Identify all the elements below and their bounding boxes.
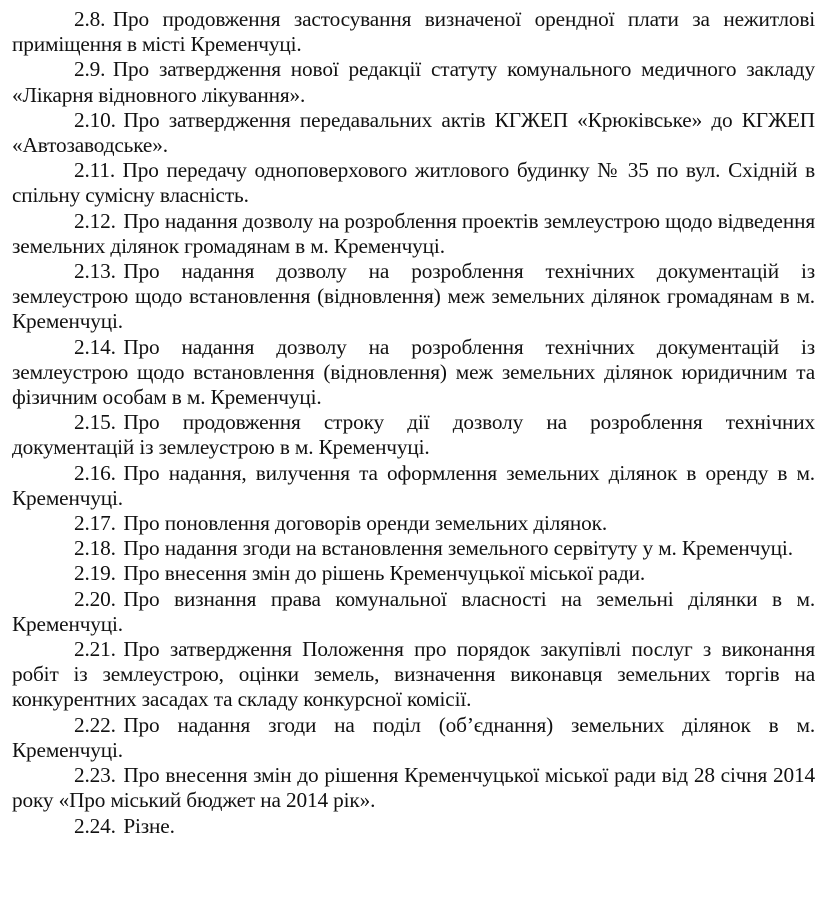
- item-number: 2.20.: [74, 586, 116, 611]
- item-text: Про затвердження передавальних актів КГЖЕП «Крюківське» до КГЖЕП «Автозаводське».: [12, 107, 815, 158]
- agenda-item-2-9: [12, 57, 815, 107]
- agenda-document: [12, 7, 815, 839]
- agenda-item-2-10: [12, 108, 815, 158]
- agenda-item-2-15: [12, 410, 815, 460]
- item-text: Про надання дозволу на розроблення технічних документацій із землеустрою щодо встановлення (відновлення) меж земельних ділянок громадянам в м. Кременчуці.: [12, 259, 815, 334]
- agenda-item-2-19: [12, 561, 815, 586]
- agenda-item-2-17: [12, 511, 815, 536]
- item-number: 2.8.: [74, 7, 106, 31]
- item-number: 2.16.: [74, 460, 116, 485]
- item-number: 2.23.: [74, 763, 116, 788]
- item-text: Про надання дозволу на розроблення проектів землеустрою щодо відведення земельних ділянок громадянам в м. Кременчуці.: [12, 208, 815, 258]
- item-number: 2.24.: [74, 813, 116, 838]
- item-text: Про внесення змін до рішення Кременчуцької міської ради від 28 січня 2014 року «Про міський бюджет на 2014 рік».: [12, 763, 815, 813]
- agenda-item-2-16: [12, 461, 815, 511]
- agenda-item-2-23: [12, 763, 815, 813]
- agenda-item-2-13: [12, 259, 815, 335]
- agenda-item-2-22: [12, 713, 815, 763]
- item-text: Про визнання права комунальної власності на земельні ділянки в м. Кременчуці.: [12, 586, 815, 636]
- item-text: Про надання згоди на поділ (об’єднання) земельних ділянок в м. Кременчуці.: [12, 712, 815, 762]
- agenda-item-2-12: [12, 209, 815, 259]
- item-number: 2.22.: [74, 712, 116, 737]
- item-number: 2.9.: [74, 57, 106, 82]
- item-text: Про поновлення договорів оренди земельних ділянок.: [123, 511, 608, 536]
- item-text: Про внесення змін до рішень Кременчуцької міської ради.: [123, 561, 646, 586]
- item-number: 2.14.: [74, 334, 116, 359]
- item-number: 2.21.: [74, 637, 116, 662]
- item-text: Про надання дозволу на розроблення технічних документацій із землеустрою щодо встановлення (відновлення) меж земельних ділянок юридичним та фізичним особам в м. Кременчуці.: [12, 334, 815, 410]
- item-text: Про продовження застосування визначеної орендної плати за нежитлові приміщення в місті Кременчуці.: [12, 7, 815, 57]
- item-number: 2.18.: [74, 536, 116, 561]
- item-text: Про надання згоди на встановлення земельного сервітуту у м. Кременчуці.: [123, 536, 793, 561]
- agenda-item-2-21: [12, 637, 815, 713]
- item-text: Різне.: [123, 813, 175, 838]
- item-text: Про надання, вилучення та оформлення земельних ділянок в оренду в м. Кременчуці.: [12, 460, 815, 510]
- agenda-item-2-8: [12, 7, 815, 57]
- agenda-item-2-14: [12, 335, 815, 411]
- agenda-item-2-24: [12, 814, 815, 839]
- item-number: 2.12.: [74, 208, 116, 233]
- item-text: Про продовження строку дії дозволу на розроблення технічних документацій із землеустрою в м. Кременчуці.: [12, 410, 815, 460]
- item-number: 2.13.: [74, 259, 116, 284]
- item-text: Про передачу одноповерхового житлового будинку № 35 по вул. Східній в спільну сумісну власність.: [12, 158, 815, 208]
- agenda-item-2-18: [12, 536, 815, 561]
- item-text: Про затвердження нової редакції статуту комунального медичного закладу «Лікарня відновного лікування».: [12, 57, 815, 107]
- item-text: Про затвердження Положення про порядок закупівлі послуг з виконання робіт із землеустрою, оцінки земель, визначення виконавця земельних торгів на конкурентних засадах та складу конкурсної комісії.: [12, 637, 815, 712]
- item-number: 2.10.: [74, 107, 116, 132]
- agenda-item-2-11: [12, 158, 815, 208]
- item-number: 2.15.: [74, 410, 116, 435]
- agenda-item-2-20: [12, 587, 815, 637]
- item-number: 2.11.: [74, 158, 116, 183]
- item-number: 2.19.: [74, 561, 116, 586]
- item-number: 2.17.: [74, 511, 116, 536]
